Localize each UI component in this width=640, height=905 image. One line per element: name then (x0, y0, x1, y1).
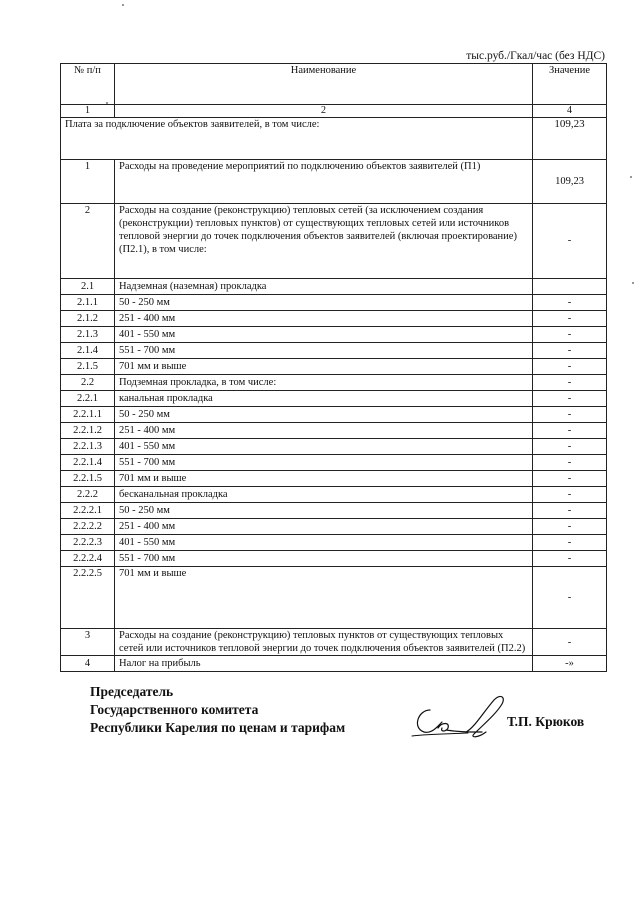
handwritten-signature (408, 688, 508, 748)
row-number: 2.2.2.4 (61, 551, 115, 567)
row-value: - (533, 519, 607, 535)
row-value (533, 279, 607, 295)
row-value: - (533, 295, 607, 311)
signatory-line-1: Председатель (90, 684, 174, 699)
row-number: 2.1.4 (61, 343, 115, 359)
scan-speck (630, 176, 632, 178)
row-number: 2.2.2.2 (61, 519, 115, 535)
index-cell: 2 (115, 105, 533, 118)
table-row (61, 656, 607, 672)
row-name: Подземная прокладка, в том числе: (115, 375, 533, 391)
units-note: тыс.руб./Гкал/час (без НДС) (466, 50, 605, 62)
row-value: - (533, 551, 607, 567)
table-row (61, 327, 607, 343)
row-number: 4 (61, 656, 115, 672)
row-name: 251 - 400 мм (115, 311, 533, 327)
row-value: - (533, 487, 607, 503)
index-cell: 1 (61, 105, 115, 118)
row-number: 2.1.5 (61, 359, 115, 375)
row-value: - (533, 407, 607, 423)
row-name: Налог на прибыль (115, 656, 533, 672)
row-number: 2.1.2 (61, 311, 115, 327)
table-row (61, 567, 607, 629)
table-row (61, 204, 607, 279)
table-row (61, 343, 607, 359)
row-value: - (533, 471, 607, 487)
row-number: 2.2.1.5 (61, 471, 115, 487)
signatory-block (90, 683, 345, 737)
row-name: 50 - 250 мм (115, 407, 533, 423)
row-name: Расходы на проведение мероприятий по подключению объектов заявителей (П1) (115, 160, 533, 204)
row-number: 2.1.1 (61, 295, 115, 311)
row-name: 701 мм и выше (115, 359, 533, 375)
scan-speck (106, 102, 108, 104)
header-row (61, 64, 607, 105)
scan-speck (122, 4, 124, 6)
row-name: 551 - 700 мм (115, 343, 533, 359)
row-name: Надземная (наземная) прокладка (115, 279, 533, 295)
table-row (61, 551, 607, 567)
table-row (61, 391, 607, 407)
row-value: - (533, 311, 607, 327)
row-number: 2 (61, 204, 115, 279)
total-value: 109,23 (533, 118, 607, 160)
total-label: Плата за подключение объектов заявителей, в том числе: (61, 118, 533, 160)
table-row (61, 311, 607, 327)
row-value: - (533, 535, 607, 551)
signatory-line-2: Государственного комитета (90, 702, 259, 717)
row-number: 2.2.1.1 (61, 407, 115, 423)
row-number: 2.1 (61, 279, 115, 295)
table-row (61, 279, 607, 295)
row-number: 2.2.2.3 (61, 535, 115, 551)
row-value: - (533, 455, 607, 471)
table-row (61, 423, 607, 439)
row-name: 251 - 400 мм (115, 519, 533, 535)
row-value: - (533, 375, 607, 391)
tariff-table (60, 63, 607, 672)
row-value: 109,23 (533, 160, 607, 204)
table-row (61, 439, 607, 455)
table-row (61, 160, 607, 204)
row-name: 50 - 250 мм (115, 503, 533, 519)
table-row (61, 629, 607, 656)
table-row (61, 359, 607, 375)
row-value: - (533, 567, 607, 629)
header-value: Значение (533, 64, 607, 105)
row-value: - (533, 327, 607, 343)
header-name: Наименование (115, 64, 533, 105)
row-number: 2.2.1.4 (61, 455, 115, 471)
row-name: Расходы на создание (реконструкцию) тепловых пунктов от существующих тепловых сетей или источников тепловой энергии до точек подключения объектов заявителей (П2.2) (115, 629, 533, 656)
table-row (61, 407, 607, 423)
row-name: Расходы на создание (реконструкцию) тепловых сетей (за исключением создания (реконструкции) тепловых пунктов) от существующих тепловых сетей или источников тепловой энергии до точек подключения объектов заявителей (включая проектирование) (П2.1), в том числе: (115, 204, 533, 279)
header-num: № п/п (61, 64, 115, 105)
table-row (61, 535, 607, 551)
row-value: - (533, 391, 607, 407)
row-name: 701 мм и выше (115, 567, 533, 629)
index-row (61, 105, 607, 118)
row-name: 251 - 400 мм (115, 423, 533, 439)
signatory-line-3: Республики Карелия по ценам и тарифам (90, 720, 346, 735)
row-value: - (533, 423, 607, 439)
row-name: 401 - 550 мм (115, 439, 533, 455)
signatory-name: Т.П. Крюков (507, 714, 585, 729)
table-row (61, 487, 607, 503)
row-name: 50 - 250 мм (115, 295, 533, 311)
row-value: - (533, 359, 607, 375)
row-name: канальная прокладка (115, 391, 533, 407)
index-cell: 4 (533, 105, 607, 118)
row-value: - (533, 503, 607, 519)
row-value: - (533, 439, 607, 455)
row-value: - (533, 629, 607, 656)
row-number: 3 (61, 629, 115, 656)
row-name: 551 - 700 мм (115, 455, 533, 471)
row-name: 551 - 700 мм (115, 551, 533, 567)
row-name: 701 мм и выше (115, 471, 533, 487)
row-number: 2.2.2.1 (61, 503, 115, 519)
table-row (61, 471, 607, 487)
row-number: 2.1.3 (61, 327, 115, 343)
table-row (61, 519, 607, 535)
row-number: 2.2.1.3 (61, 439, 115, 455)
table-row (61, 503, 607, 519)
table-row (61, 375, 607, 391)
row-value: - (533, 204, 607, 279)
row-value: - (533, 343, 607, 359)
row-number: 2.2.1 (61, 391, 115, 407)
table-row (61, 455, 607, 471)
scan-speck (632, 282, 634, 284)
row-name: 401 - 550 мм (115, 327, 533, 343)
row-number: 2.2.2.5 (61, 567, 115, 629)
row-number: 2.2.1.2 (61, 423, 115, 439)
table-row (61, 295, 607, 311)
row-name: бесканальная прокладка (115, 487, 533, 503)
row-number: 2.2.2 (61, 487, 115, 503)
row-number: 1 (61, 160, 115, 204)
row-value: -» (533, 656, 607, 672)
row-number: 2.2 (61, 375, 115, 391)
row-name: 401 - 550 мм (115, 535, 533, 551)
total-row (61, 118, 607, 160)
